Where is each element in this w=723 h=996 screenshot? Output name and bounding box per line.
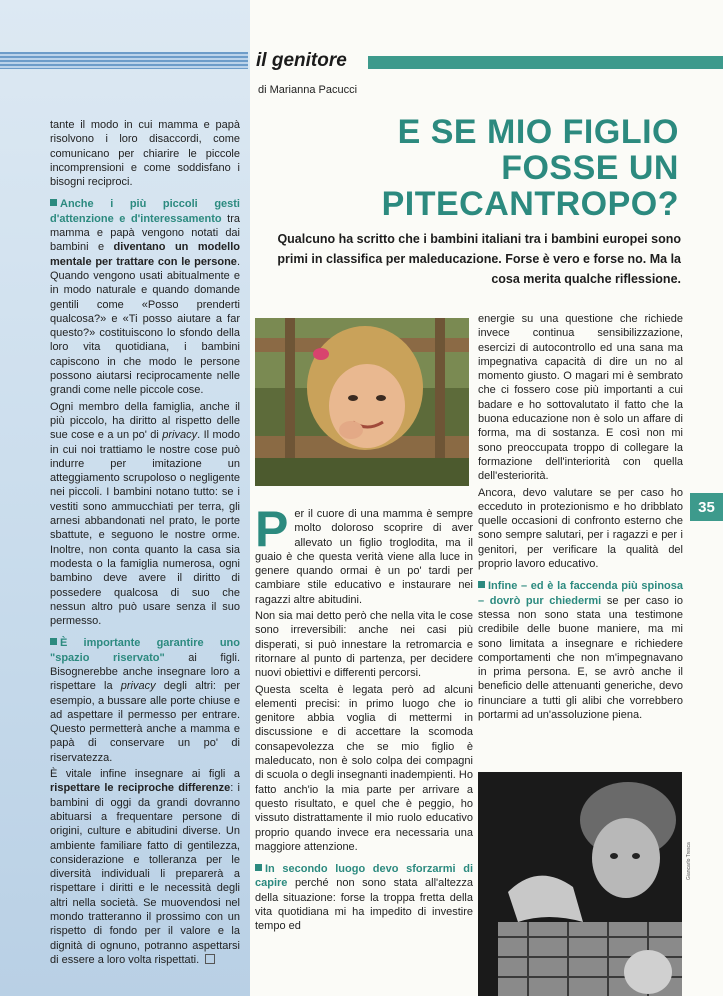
paragraph: energie su una questione che richiede invece continua sensibilizzazione, esercizi di autocontrollo ed una sana ma impegnativa capacità di dire un no al momento giusto. O magari mi è sembrato che ci fossero cose più importanti a cui badare e ho sottovalutato il fatto che la buona educazione non è solo un affare di forma, ma di sostanza. E così non mi sono preoccupata troppo di collegare la formazione dell'interiorità con quella dell'esteriorità.	[478, 313, 683, 483]
byline: di Marianna Pacucci	[258, 84, 358, 96]
title-line-2: FOSSE UN	[501, 149, 679, 187]
article-subtitle: Qualcuno ha scritto che i bambini italiani tra i bambini europei sono primi in classifica per maleducazione. Forse è vero e forse no. Ma la cosa merita qualche riflessione.	[277, 232, 681, 286]
paragraph: Questa scelta è legata però ad alcuni elementi precisi: in primo luogo che io genitore abbia voglia di mettermi in discussione e di accettare la scomoda consapevolezza che se mio figlio è maleducato, non è solo colpa dei compagni di scuola o degli insegnanti inadempienti. Ho fatto anch'io la mia parte per arrivare a questo risultato, e quel che è peggio, ho vissuto distrattamente il mio ruolo educativo proprio quando invece era necessaria una maggiore attenzione.	[255, 683, 473, 853]
title-line-1: E SE MIO FIGLIO	[397, 113, 679, 151]
photo-child-bw	[478, 772, 682, 996]
column-left	[50, 118, 240, 969]
paragraph: Ancora, devo valutare se per caso ho ecceduto in protezionismo e ho dribblato quelle occasioni di confronto esterno che sono sempre salutari, per i ragazzi e per i genitori, per verificare la qualità del proprio lavoro educativo.	[478, 486, 683, 571]
title-line-3: PITECANTROPO?	[381, 185, 679, 223]
paragraph: Infine – ed è la faccenda più spinosa – dovrò pur chiedermi se per caso io stessa non sono stata una testimone credibile delle buone maniere, ma mi sono limitata a insegnare e richiedere comportamenti che non m'impegnavano in prima persona. E, se avrò anche il beneficio delle attenuanti generiche, devo rinunciare a tutti gli alibi che vorrebbero portarmi ad un'assoluzione piena.	[478, 580, 683, 722]
photo-credit: Giancarlo Tresca	[686, 842, 692, 880]
paragraph: È importante garantire uno "spazio riservato" ai figli. Bisognerebbe anche insegnare loro a rispettare la privacy degli altri: per esempio, a bussare alle porte chiuse e ad aspettare il permesso per entrare. Questo permetterà anche a mamma e papà di conservare un po' di riservatezza.	[50, 637, 241, 764]
article-title	[259, 114, 679, 222]
child-photo-illustration	[478, 772, 682, 996]
column-middle	[255, 501, 473, 936]
bullet-square-icon	[478, 581, 485, 588]
end-of-article-icon	[205, 954, 215, 964]
column-right	[478, 312, 683, 724]
bullet-square-icon	[50, 199, 57, 206]
bullet-square-icon	[50, 638, 57, 645]
section-title: il genitore	[256, 50, 347, 71]
drop-cap: P	[255, 501, 289, 557]
paragraph: Non sia mai detto però che nella vita le cose sono irreversibili: anche nei casi più disperati, si può innestare la retromarcia e ritornare al punto di partenza, per decidere nuovi obiettivi e differenti percorsi.	[255, 610, 473, 680]
photo-girl-fence	[255, 318, 469, 486]
paragraph: Per il cuore di una mamma è sempre molto doloroso scoprire di aver allevato un figlio troglodita, ma il guaio è che questa verità viene alla luce in genere quando ormai è un po' tardi per cambiare stile educativo e instaurare nei ragazzi altre abitudini.	[255, 501, 473, 606]
header-bar-left	[0, 52, 248, 69]
bullet-square-icon	[255, 864, 262, 871]
paragraph: In secondo luogo devo sforzarmi di capire perché non sono stata all'altezza della situazione: forse la troppa fretta della vita quotidiana mi ha impedito di investire tempo ed	[255, 863, 473, 933]
paragraph: È vitale infine insegnare ai figli a rispettare le reciproche differenze: i bambini di oggi da grandi dovranno abituarsi a frequentare persone di origini, culture e abitudini diverse. Un ambiente familiare fatto di gentilezza, considerazione e tolleranza per le diversità individuali li preparerà a rispettare i diritti e le necessità degli altri nella società. Se muovendosi nel mondo tratteranno il prossimo con un rispetto di fondo per il valore e la dignità di ognuno, potranno aspettarsi di essere a loro volta rispettati.	[50, 768, 240, 966]
paragraph: Ogni membro della famiglia, anche il più piccolo, ha diritto al rispetto delle sue cose e a un po' di privacy. Il modo in cui noi trattiamo le nostre cose può indurre per imitazione un atteggiamento scrupoloso o negligente nei piccoli. I bambini notano tutto: se i vestiti sono ammucchiati per terra, gli arnesi abbandonati nel prato, le porte sbattute, e seguono le nostre orme. Inoltre, non conta quanto la casa sia modesta o la famiglia numerosa, ogni bambino deve avere il diritto di possedere qualcosa di suo che nessun altro può usare senza il suo permesso.	[50, 400, 240, 628]
header-bar-right	[368, 56, 723, 69]
page-number: 35	[690, 493, 723, 521]
paragraph: Anche i più piccoli gesti d'attenzione e d'interessamento tra mamma e papà vengono notati dai bambini e diventano un modello mentale per trattare con le persone. Quando vengono usati abitualmente e in modo naturale e quando domande gentili come «Posso prenderti qualcosa?» e «Ti posso aiutare a far questo?» costituiscono lo sfondo della loro vita quotidiana, i bambini capiscono in che modo le persone possono aiutarsi reciprocamente nelle grandi come nelle piccole cose.	[50, 198, 240, 397]
paragraph: tante il modo in cui mamma e papà risolvono i loro disaccordi, come comunicano per chiarire le piccole incomprensioni e come soddisfano i bisogni reciproci.	[50, 119, 240, 189]
girl-photo-illustration	[255, 318, 469, 486]
